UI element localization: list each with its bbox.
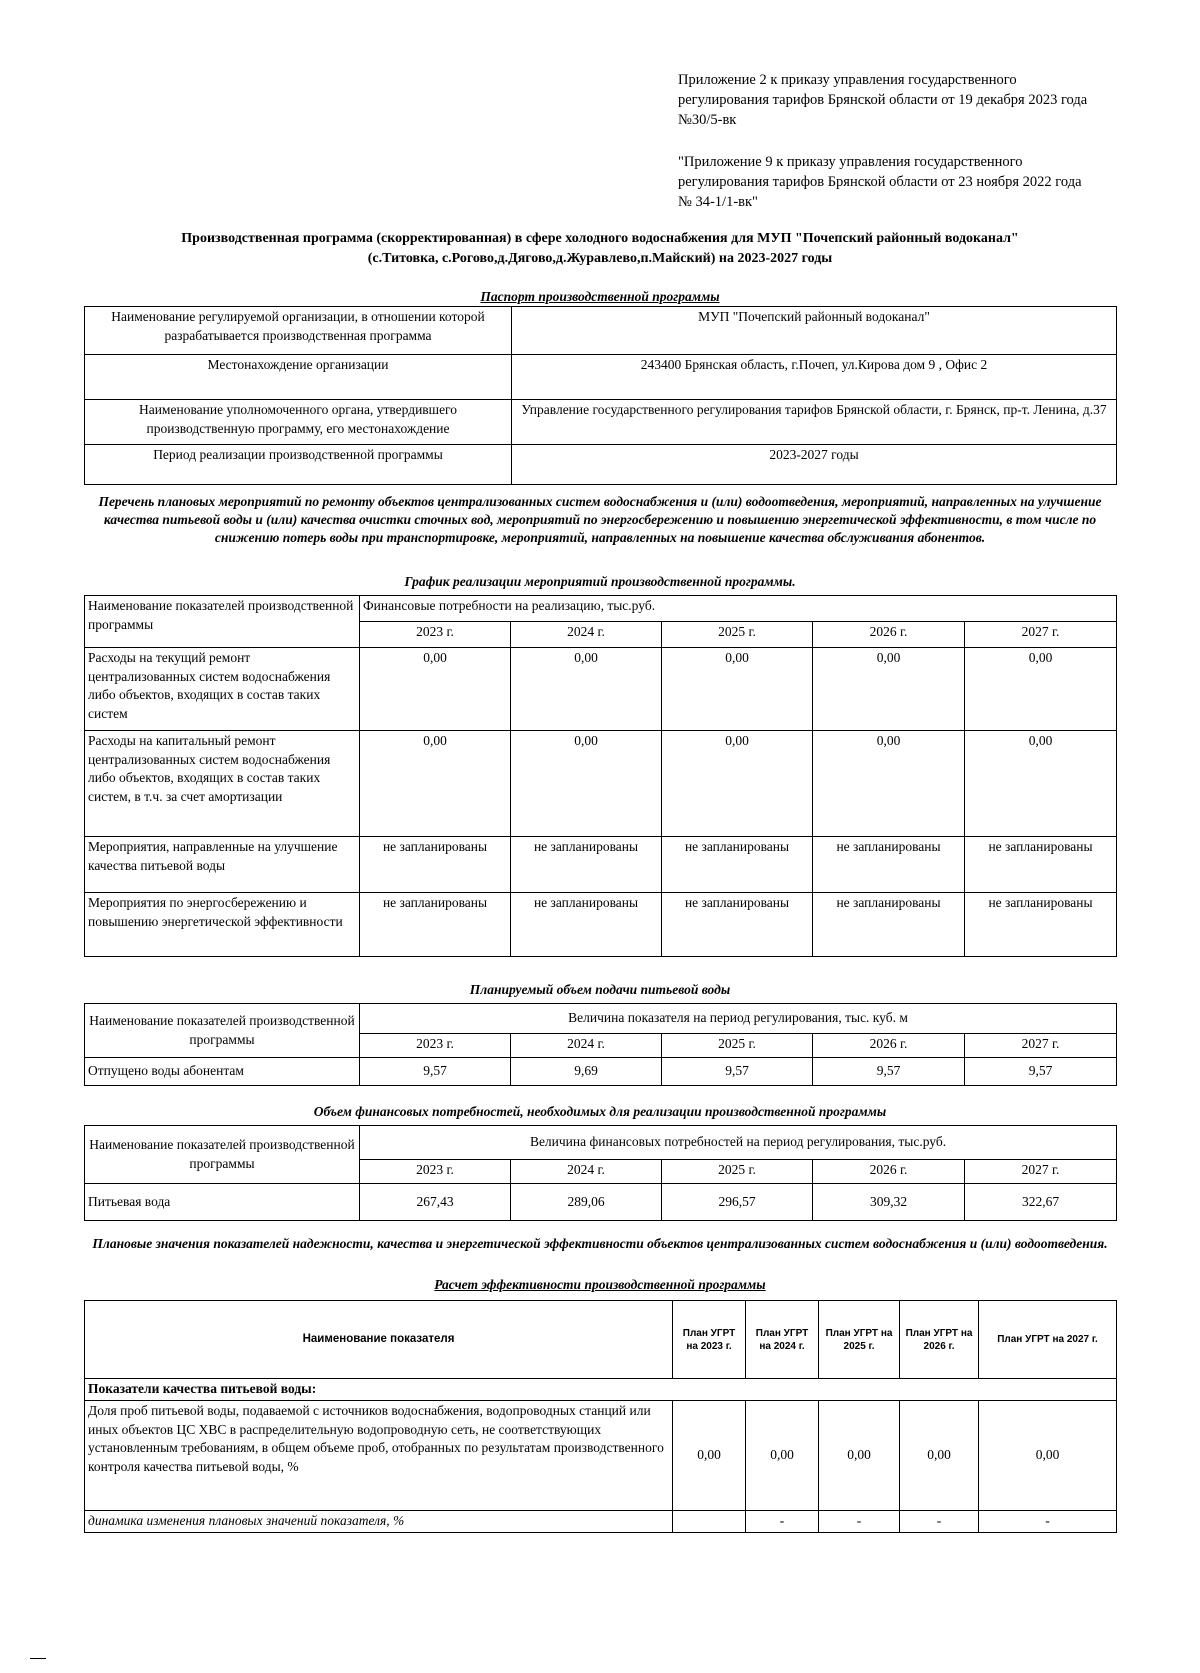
- year-header: 2026 г.: [813, 622, 965, 648]
- finance-header-group: Величина финансовых потребностей на период регулирования, тыс.руб.: [360, 1126, 1117, 1160]
- year-header: 2024 г.: [511, 622, 662, 648]
- cell-value: не запланированы: [360, 837, 511, 893]
- cell-value: 9,57: [662, 1058, 813, 1086]
- volume-caption: Планируемый объем подачи питьевой воды: [469, 982, 731, 997]
- cell-value: 0,00: [965, 731, 1117, 837]
- passport-row: [85, 355, 1117, 400]
- finance-header-name: Наименование показателей производственной программы: [85, 1126, 360, 1184]
- plan-header: План УГРТ на 2027 г.: [979, 1301, 1117, 1379]
- indicators-table: [84, 1300, 1117, 1533]
- passport-table: [84, 306, 1117, 485]
- indicators-caption: Плановые значения показателей надежности, качества и энергетической эффективности объектов централизованных систем водоснабжения и (или) водоотведения.: [92, 1236, 1108, 1251]
- cell-value: 322,67: [965, 1184, 1117, 1221]
- section-header: Показатели качества питьевой воды:: [85, 1379, 1117, 1401]
- cell-value: 0,00: [673, 1401, 746, 1511]
- cell-value: не запланированы: [511, 837, 662, 893]
- passport-row: [85, 400, 1117, 445]
- year-header: 2024 г.: [511, 1034, 662, 1058]
- year-header: 2026 г.: [813, 1160, 965, 1184]
- finance-caption: Объем финансовых потребностей, необходимых для реализации производственной программы: [313, 1104, 887, 1119]
- annex-note-2: "Приложение 9 к приказу управления государственного регулирования тарифов Брянской области от 23 ноября 2022 года № 34-1/1-вк": [678, 154, 1082, 210]
- measures-header-group: Финансовые потребности на реализацию, тыс.руб.: [360, 596, 1117, 622]
- cell-value: 9,69: [511, 1058, 662, 1086]
- volume-header-group: Величина показателя на период регулирования, тыс. куб. м: [360, 1004, 1117, 1034]
- cell-value: [673, 1511, 746, 1533]
- dynamics-row-name: динамика изменения плановых значений показателя, %: [85, 1511, 673, 1533]
- title-line-1: Производственная программа (скорректированная) в сфере холодного водоснабжения для МУП "Почепский районный водоканал": [181, 231, 1019, 246]
- cell-value: 0,00: [662, 731, 813, 837]
- row-name: Расходы на текущий ремонт централизованных систем водоснабжения либо объектов, входящих в состав таких систем: [85, 648, 360, 731]
- cell-value: 0,00: [819, 1401, 900, 1511]
- measures-subcaption: График реализации мероприятий производственной программы.: [404, 574, 796, 589]
- cell-value: 0,00: [511, 731, 662, 837]
- cell-value: 0,00: [813, 648, 965, 731]
- cell-value: 0,00: [979, 1401, 1117, 1511]
- table-row: [85, 893, 1117, 957]
- finance-table: [84, 1125, 1117, 1221]
- cell-value: не запланированы: [662, 893, 813, 957]
- passport-value: 243400 Брянская область, г.Почеп, ул.Кирова дом 9 , Офис 2: [512, 355, 1117, 400]
- row-name: Доля проб питьевой воды, подаваемой с источников водоснабжения, водопроводных станций или иных объектов ЦС ХВС в распределительную водопроводную сеть, не соответствующих установленным требованиям, в общем объеме проб, отобранных по результатам производственного контроля качества питьевой воды, %: [85, 1401, 673, 1511]
- indicators-subcaption: Расчет эффективности производственной программы: [434, 1277, 766, 1292]
- cell-value: 0,00: [360, 731, 511, 837]
- table-row: [85, 1058, 1117, 1086]
- row-name: Расходы на капитальный ремонт централизованных систем водоснабжения либо объектов, входящих в состав таких систем, в т.ч. за счет амортизации: [85, 731, 360, 837]
- cell-value: 0,00: [965, 648, 1117, 731]
- volume-table: [84, 1003, 1117, 1086]
- cell-value: 9,57: [360, 1058, 511, 1086]
- table-row: [85, 1401, 1117, 1511]
- cell-value: 0,00: [746, 1401, 819, 1511]
- plan-header: План УГРТ на 2025 г.: [819, 1301, 900, 1379]
- cell-value: -: [746, 1511, 819, 1533]
- passport-label: Период реализации производственной программы: [85, 445, 512, 485]
- cell-value: не запланированы: [813, 837, 965, 893]
- year-header: 2024 г.: [511, 1160, 662, 1184]
- cell-value: не запланированы: [662, 837, 813, 893]
- table-row: [85, 648, 1117, 731]
- passport-label: Местонахождение организации: [85, 355, 512, 400]
- cell-value: -: [900, 1511, 979, 1533]
- cell-value: 9,57: [813, 1058, 965, 1086]
- cell-value: -: [819, 1511, 900, 1533]
- indicators-header-name: Наименование показателя: [85, 1301, 673, 1379]
- cell-value: 0,00: [900, 1401, 979, 1511]
- title-line-2: (с.Титовка, с.Рогово,д.Дягово,д.Журавлево,п.Майский) на 2023-2027 годы: [367, 251, 833, 266]
- cell-value: 0,00: [813, 731, 965, 837]
- cell-value: не запланированы: [965, 837, 1117, 893]
- cell-value: не запланированы: [360, 893, 511, 957]
- plan-header: План УГРТ на 2026 г.: [900, 1301, 979, 1379]
- year-header: 2023 г.: [360, 622, 511, 648]
- passport-label: Наименование уполномоченного органа, утвердившего производственную программу, его местонахождение: [85, 400, 512, 445]
- table-row: [85, 1184, 1117, 1221]
- cell-value: 9,57: [965, 1058, 1117, 1086]
- year-header: 2027 г.: [965, 1034, 1117, 1058]
- volume-header-name: Наименование показателей производственной программы: [85, 1004, 360, 1058]
- cell-value: не запланированы: [511, 893, 662, 957]
- table-row: [85, 731, 1117, 837]
- passport-value: Управление государственного регулирования тарифов Брянской области, г. Брянск, пр-т. Ленина, д.37: [512, 400, 1117, 445]
- row-name: Мероприятия, направленные на улучшение качества питьевой воды: [85, 837, 360, 893]
- table-row: [85, 1511, 1117, 1533]
- year-header: 2025 г.: [662, 1034, 813, 1058]
- year-header: 2026 г.: [813, 1034, 965, 1058]
- row-name: Отпущено воды абонентам: [85, 1058, 360, 1086]
- passport-row: [85, 445, 1117, 485]
- measures-table: [84, 595, 1117, 957]
- cell-value: 267,43: [360, 1184, 511, 1221]
- cell-value: 0,00: [360, 648, 511, 731]
- page-edge-mark: [30, 1658, 46, 1659]
- passport-caption: Паспорт производственной программы: [480, 289, 720, 304]
- year-header: 2023 г.: [360, 1034, 511, 1058]
- cell-value: не запланированы: [813, 893, 965, 957]
- measures-caption: Перечень плановых мероприятий по ремонту объектов централизованных систем водоснабжения и (или) водоотведения, мероприятий, направленных на улучшение качества питьевой воды и (или) качества очистки сточных вод, мероприятий по энергосбережению и повышению энергетической эффективности, в том числе по снижению потерь воды при транспортировке, мероприятий, направленных на повышение качества обслуживания абонентов.: [98, 494, 1102, 545]
- year-header: 2025 г.: [662, 1160, 813, 1184]
- passport-row: [85, 307, 1117, 355]
- year-header: 2027 г.: [965, 622, 1117, 648]
- table-row: [85, 837, 1117, 893]
- cell-value: -: [979, 1511, 1117, 1533]
- cell-value: не запланированы: [965, 893, 1117, 957]
- passport-value: МУП "Почепский районный водоканал": [512, 307, 1117, 355]
- plan-header: План УГРТ на 2024 г.: [746, 1301, 819, 1379]
- passport-label: Наименование регулируемой организации, в отношении которой разрабатывается производственная программа: [85, 307, 512, 355]
- plan-header: План УГРТ на 2023 г.: [673, 1301, 746, 1379]
- cell-value: 0,00: [662, 648, 813, 731]
- year-header: 2027 г.: [965, 1160, 1117, 1184]
- annex-note-1: Приложение 2 к приказу управления государственного регулирования тарифов Брянской области от 19 декабря 2023 года №30/5-вк: [678, 72, 1088, 128]
- document-title: [60, 229, 1140, 269]
- cell-value: 289,06: [511, 1184, 662, 1221]
- passport-value: 2023-2027 годы: [512, 445, 1117, 485]
- year-header: 2025 г.: [662, 622, 813, 648]
- row-name: Мероприятия по энергосбережению и повышению энергетической эффективности: [85, 893, 360, 957]
- cell-value: 296,57: [662, 1184, 813, 1221]
- cell-value: 309,32: [813, 1184, 965, 1221]
- cell-value: 0,00: [511, 648, 662, 731]
- year-header: 2023 г.: [360, 1160, 511, 1184]
- measures-header-name: Наименование показателей производственной программы: [85, 596, 360, 648]
- row-name: Питьевая вода: [85, 1184, 360, 1221]
